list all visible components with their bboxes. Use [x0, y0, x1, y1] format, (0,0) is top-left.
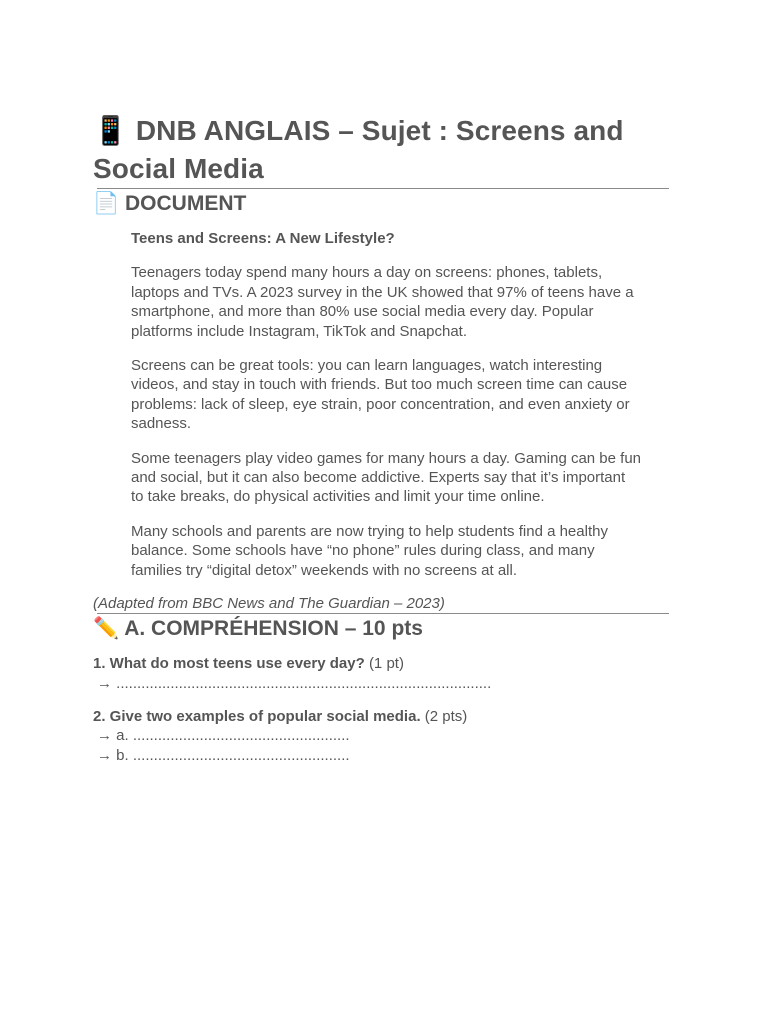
page-icon: 📄 — [93, 191, 120, 215]
document-paragraph: Screens can be great tools: you can learn languages, watch interesting videos, and stay in touch with friends. But too much screen time can cause problems: lack of sleep, eye strain, poor concentration, and even anxiety or sadness. — [131, 357, 630, 433]
comprehension-heading — [93, 614, 673, 643]
question-item — [93, 654, 673, 693]
answer-line[interactable]: → .......................................................................................... — [97, 674, 492, 692]
document-paragraph: Many schools and parents are now trying to help students find a healthy balance. Some schools have “no phone” rules during class, and many families try “digital detox” weekends with no screens at all. — [131, 522, 608, 579]
document-source: (Adapted from BBC News and The Guardian – 2023) — [93, 595, 445, 613]
question-text: 2. Give two examples of popular social media. — [93, 707, 421, 725]
page-title-text: DNB ANGLAIS – Sujet : Screens and Social Media — [93, 115, 624, 184]
question-points: (2 pts) — [424, 707, 468, 725]
question-text: 1. What do most teens use every day? — [93, 655, 365, 673]
answer-line[interactable]: → a. .................................................... — [97, 727, 350, 745]
comprehension-heading-text: A. COMPRÉHENSION – 10 pts — [124, 617, 423, 641]
mobile-phone-icon: 📱 — [93, 114, 128, 147]
document-paragraph: Teenagers today spend many hours a day on screens: phones, tablets, laptops and TVs. A 2023 survey in the UK showed that 97% of teens have a smartphone, and more than 80% use social media every day. Popular platforms include Instagram, TikTok and Snapchat. — [131, 264, 634, 340]
question-points: (1 pt) — [368, 655, 404, 673]
pencil-icon: ✏️ — [93, 616, 120, 641]
document-subtitle: Teens and Screens: A New Lifestyle? — [131, 230, 395, 247]
exam-page — [93, 112, 673, 765]
document-heading — [93, 189, 673, 218]
answer-line[interactable]: → b. .................................................... — [97, 746, 350, 764]
question-item — [93, 707, 673, 765]
document-body — [131, 229, 641, 580]
document-heading-text: DOCUMENT — [125, 192, 247, 215]
question-prompt — [93, 707, 673, 726]
question-prompt — [93, 654, 673, 673]
page-title — [93, 112, 673, 188]
document-paragraph: Some teenagers play video games for many hours a day. Gaming can be fun and social, but it can also become addictive. Experts say that it’s important to take breaks, do physical activities and limit your time online. — [131, 449, 642, 506]
